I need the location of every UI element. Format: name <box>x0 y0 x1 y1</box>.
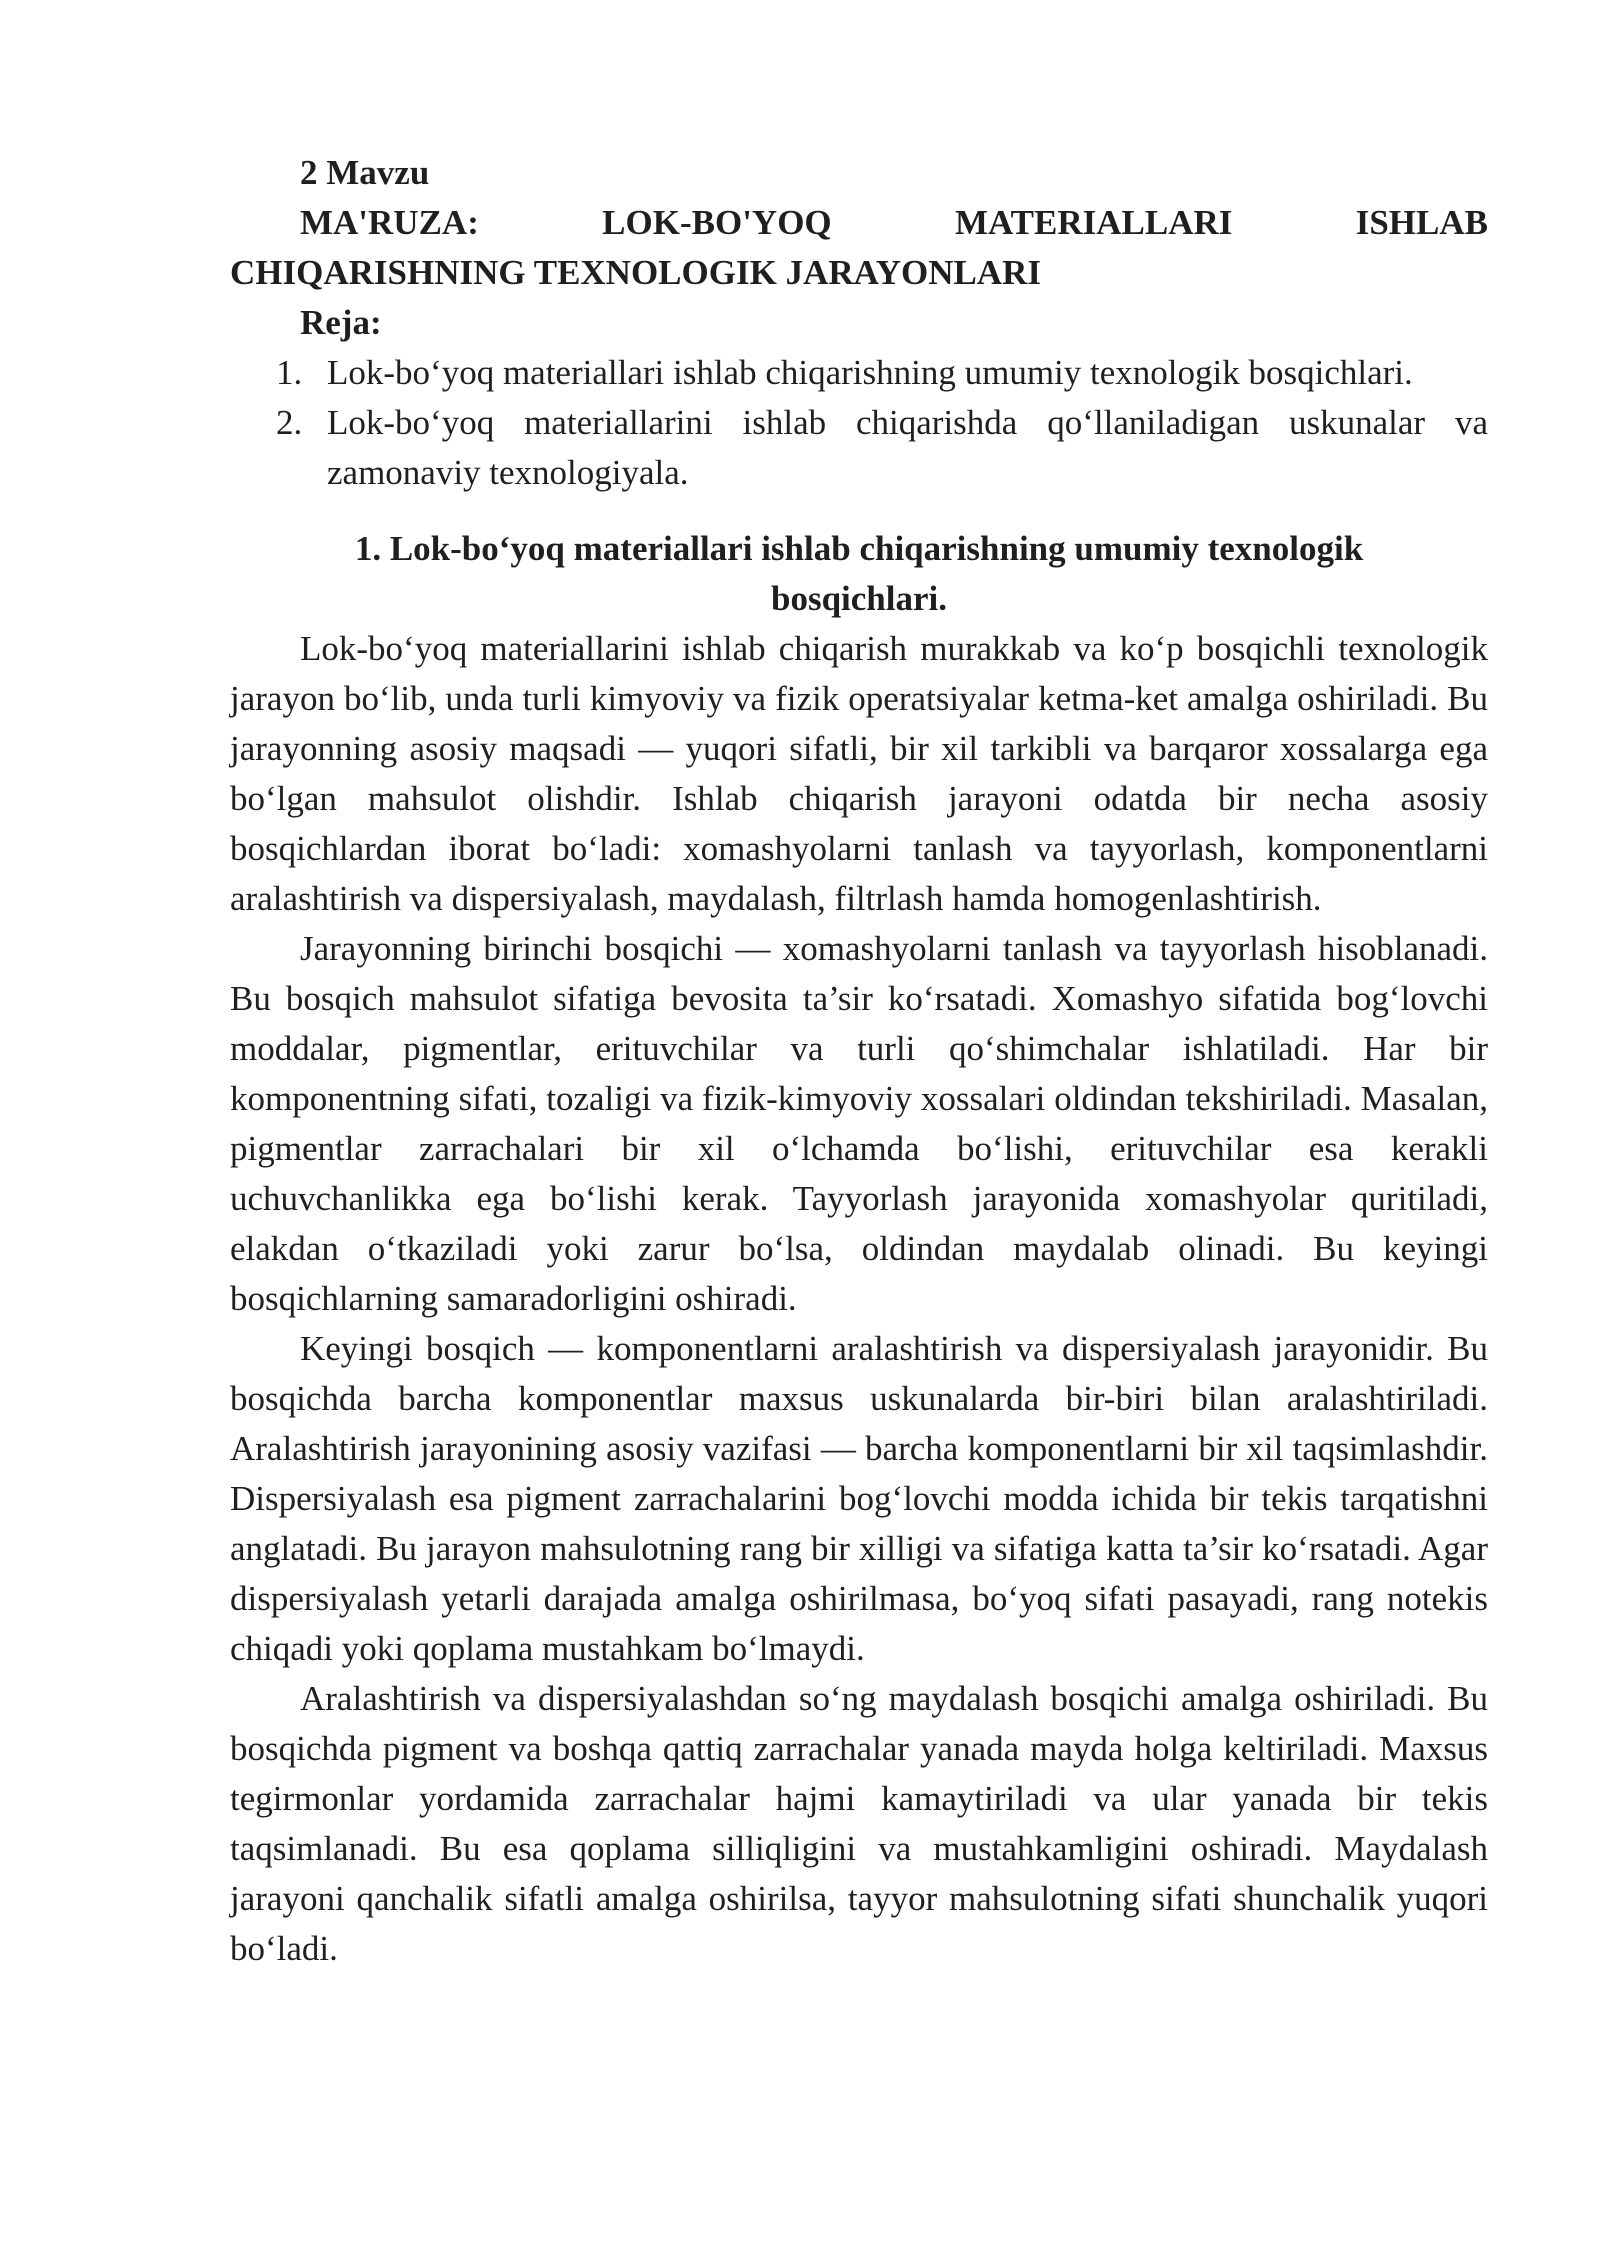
topic-label: 2 Mavzu <box>300 153 430 192</box>
plan-item <box>230 348 1488 398</box>
plan-item-text: Lok-bo‘yoq materiallari ishlab chiqarishning umumiy texnologik bosqichlari. <box>327 353 1413 392</box>
lecture-title-line-2: CHIQARISHNING TEXNOLOGIK JARAYONLARI <box>230 253 1041 292</box>
document-page <box>230 148 1488 1974</box>
body-paragraph: Lok-bo‘yoq materiallarini ishlab chiqarish murakkab va ko‘p bosqichli texnologik jarayon bo‘lib, unda turli kimyoviy va fizik operatsiyalar ketma-ket amalga oshiriladi. Bu jarayonning asosiy maqsadi — yuqori sifatli, bir xil tarkibli va barqaror xossalarga ega bo‘lgan mahsulot olishdir. Ishlab chiqarish jarayoni odatda bir necha asosiy bosqichlardan iborat bo‘ladi: xomashyolarni tanlash va tayyorlash, komponentlarni aralashtirish va dispersiyalash, maydalash, filtrlash hamda homogenlashtirish. <box>230 629 1488 918</box>
plan-label: Reja: <box>300 303 382 342</box>
plan-list <box>230 348 1488 498</box>
body-paragraph: Aralashtirish va dispersiyalashdan so‘ng maydalash bosqichi amalga oshiriladi. Bu bosqichda pigment va boshqa qattiq zarrachalar yanada mayda holga keltiriladi. Maxsus tegirmonlar yordamida zarrachalar hajmi kamaytiriladi va ular yanada bir tekis taqsimlanadi. Bu esa qoplama silliqligini va mustahkamligini oshiradi. Maydalash jarayoni qanchalik sifatli amalga oshirilsa, tayyor mahsulotning sifati shunchalik yuqori bo‘ladi. <box>230 1679 1488 1968</box>
body-paragraph: Keyingi bosqich — komponentlarni aralashtirish va dispersiyalash jarayonidir. Bu bosqichda barcha komponentlar maxsus uskunalarda bir-biri bilan aralashtiriladi. Aralashtirish jarayonining asosiy vazifasi — barcha komponentlarni bir xil taqsimlashdir. Dispersiyalash esa pigment zarrachalarini bog‘lovchi modda ichida bir tekis tarqatishni anglatadi. Bu jarayon mahsulotning rang bir xilligi va sifatiga katta ta’sir ko‘rsatadi. Agar dispersiyalash yetarli darajada amalga oshirilmasa, bo‘yoq sifati pasayadi, rang notekis chiqadi yoki qoplama mustahkam bo‘lmaydi. <box>230 1329 1488 1668</box>
section-heading: 1. Lok-bo‘yoq materiallari ishlab chiqarishning umumiy texnologik bosqichlari. <box>354 529 1364 618</box>
plan-item <box>230 398 1488 498</box>
body-paragraph: Jarayonning birinchi bosqichi — xomashyolarni tanlash va tayyorlash hisoblanadi. Bu bosqich mahsulot sifatiga bevosita ta’sir ko‘rsatadi. Xomashyo sifatida bog‘lovchi moddalar, pigmentlar, erituvchilar va turli qo‘shimchalar ishlatiladi. Har bir komponentning sifati, tozaligi va fizik-kimyoviy xossalari oldindan tekshiriladi. Masalan, pigmentlar zarrachalari bir xil o‘lchamda bo‘lishi, erituvchilar esa kerakli uchuvchanlikka ega bo‘lishi kerak. Tayyorlash jarayonida xomashyolar quritiladi, elakdan o‘tkaziladi yoki zarur bo‘lsa, oldindan maydalab olinadi. Bu keyingi bosqichlarning samaradorligini oshiradi. <box>230 929 1488 1318</box>
plan-item-number: 2. <box>276 403 303 442</box>
plan-item-text: Lok-bo‘yoq materiallarini ishlab chiqarishda qo‘llaniladigan uskunalar va zamonaviy texnologiyala. <box>327 403 1488 492</box>
plan-item-number: 1. <box>276 353 303 392</box>
lecture-title-line-1: MA'RUZA: LOK-BO'YOQ MATERIALLARI ISHLAB <box>300 203 1488 242</box>
